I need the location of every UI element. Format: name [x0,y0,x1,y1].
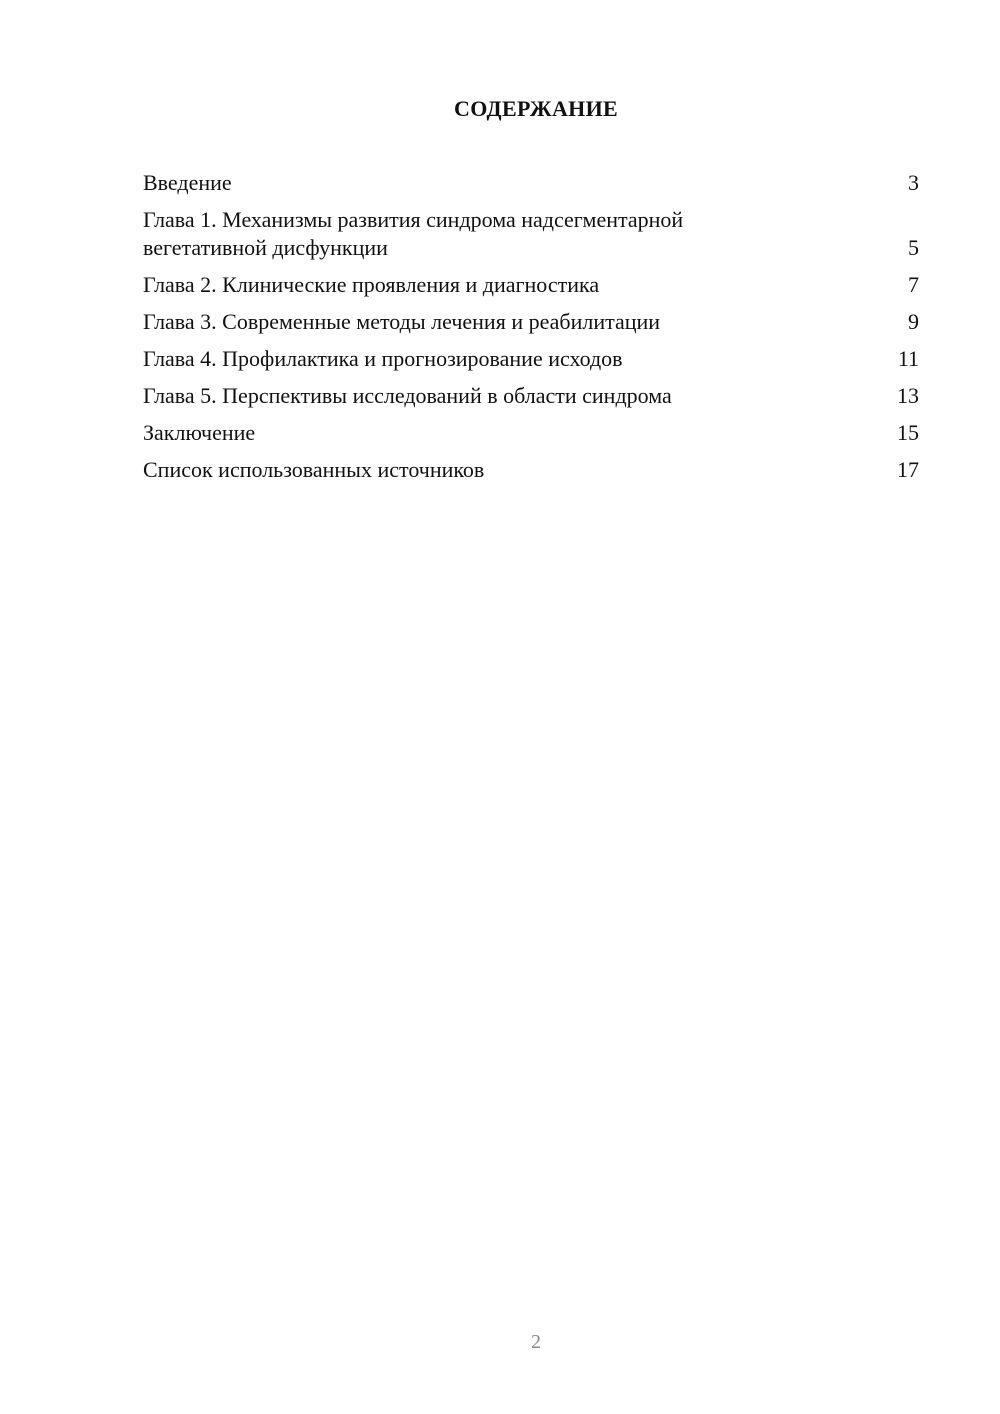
toc-entry [143,271,919,299]
toc-entry-label: Введение [143,170,232,195]
toc-entry [143,456,919,484]
toc-entry-label: Глава 5. Перспективы исследований в области синдрома [143,383,672,408]
toc-entry [143,382,919,410]
toc-entry-label: Глава 4. Профилактика и прогнозирование исходов [143,346,623,371]
toc-entry-page: 17 [897,457,919,482]
toc-entry-page: 11 [897,346,919,371]
toc-entry [143,308,919,336]
toc-entry-page: 13 [897,383,919,408]
toc-entry-page: 15 [897,420,919,445]
toc-entry-page: 7 [908,272,919,297]
toc-entry-label: Глава 3. Современные методы лечения и реабилитации [143,309,661,334]
toc-entry-page: 5 [908,235,919,260]
toc-list [143,169,919,493]
toc-entry-label: Глава 1. Механизмы развития синдрома надсегментарной вегетативной дисфункции [143,207,684,260]
toc-entry [143,419,919,447]
toc-entry [143,345,919,373]
toc-entry-page: 3 [908,170,919,195]
toc-title: СОДЕРЖАНИЕ [454,96,618,121]
toc-entry [143,206,919,262]
toc-entry-label: Глава 2. Клинические проявления и диагностика [143,272,600,297]
toc-entry [143,169,919,197]
toc-entry-page: 9 [908,309,919,334]
toc-entry-label: Заключение [143,420,256,445]
page-number: 2 [531,1331,541,1353]
toc-entry-label: Список использованных источников [143,457,485,482]
